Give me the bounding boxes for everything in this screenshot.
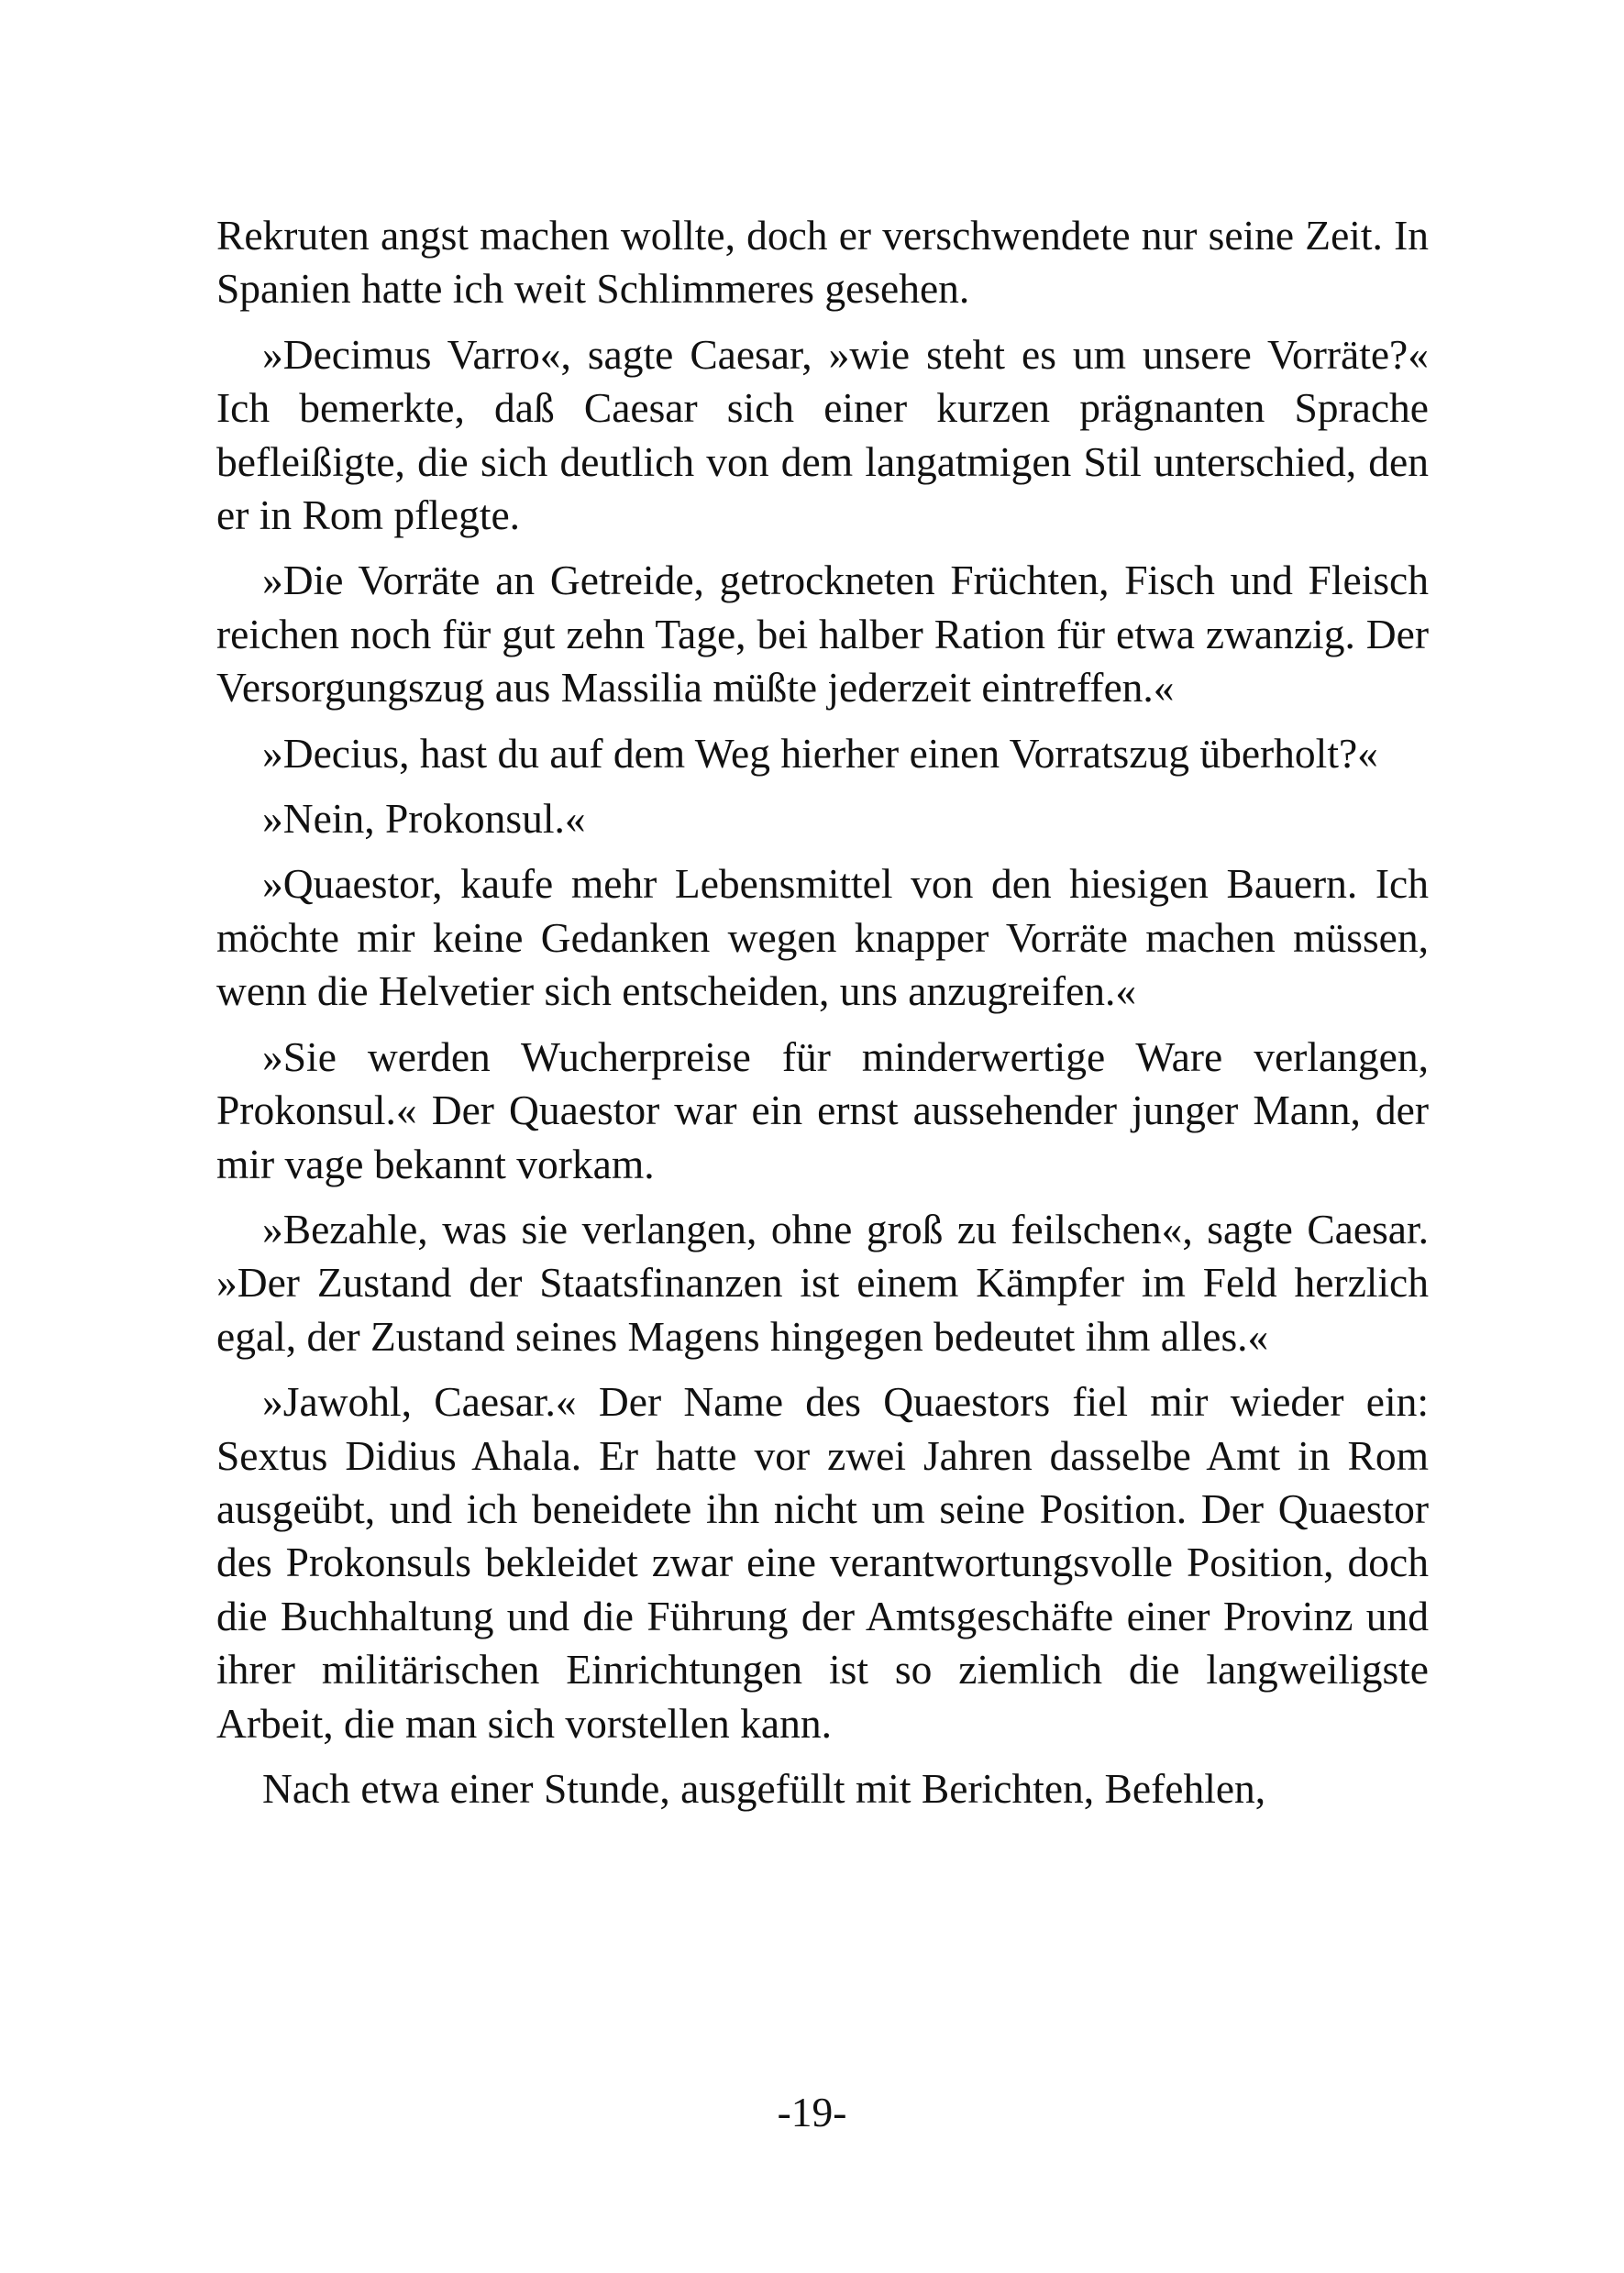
paragraph-3: »Die Vorräte an Getreide, getrockneten Früchten, Fisch und Fleisch reichen noch für gut zehn Tage, bei halber Ration für etwa zwanzig. Der Versorgungszug aus Massilia müßte jederzeit eintreffen.« <box>216 557 1429 712</box>
page-number: -19- <box>777 2089 847 2135</box>
body-text <box>216 209 1429 1827</box>
paragraph-1: Rekruten angst machen wollte, doch er verschwendete nur seine Zeit. In Spanien hatte ich weit Schlimmeres gesehen. <box>216 212 1429 313</box>
paragraph-6: »Quaestor, kaufe mehr Lebensmittel von den hiesigen Bauern. Ich möchte mir keine Gedanken wegen knapper Vorräte machen müssen, wenn die Helvetier sich entscheiden, uns anzugreifen.« <box>216 860 1429 1015</box>
paragraph-10: Nach etwa einer Stunde, ausgefüllt mit Berichten, Befehlen, <box>262 1764 1266 1812</box>
paragraph-2: »Decimus Varro«, sagte Caesar, »wie steht es um unsere Vorräte?« Ich bemerkte, daß Caesar sich einer kurzen prägnanten Sprache befleißigte, die sich deutlich von dem langatmigen Stil unterschied, den er in Rom pflegte. <box>216 330 1429 539</box>
paragraph-5: »Nein, Prokonsul.« <box>262 795 586 843</box>
paragraph-7: »Sie werden Wucherpreise für minderwertige Ware verlangen, Prokonsul.« Der Quaestor war ein ernst aussehender junger Mann, der mir vage bekannt vorkam. <box>216 1032 1429 1187</box>
paragraph-9: »Jawohl, Caesar.« Der Name des Quaestors fiel mir wieder ein: Sextus Didius Ahala. Er hatte vor zwei Jahren dasselbe Amt in Rom ausgeübt, und ich beneidete ihn nicht um seine Position. Der Quaestor des Prokonsuls bekleidet zwar eine verantwortungsvolle Position, doch die Buchhaltung und die Führung der Amtsgeschäfte einer Provinz und ihrer militärischen Einrichtungen ist so ziemlich die langweiligste Arbeit, die man sich vorstellen kann. <box>216 1378 1429 1747</box>
paragraph-4: »Decius, hast du auf dem Weg hierher einen Vorratszug überholt?« <box>262 729 1378 777</box>
paragraph-8: »Bezahle, was sie verlangen, ohne groß zu feilschen«, sagte Caesar. »Der Zustand der Staatsfinanzen ist einem Kämpfer im Feld herzlich egal, der Zustand seines Magens hingegen bedeutet ihm alles.« <box>216 1205 1429 1360</box>
